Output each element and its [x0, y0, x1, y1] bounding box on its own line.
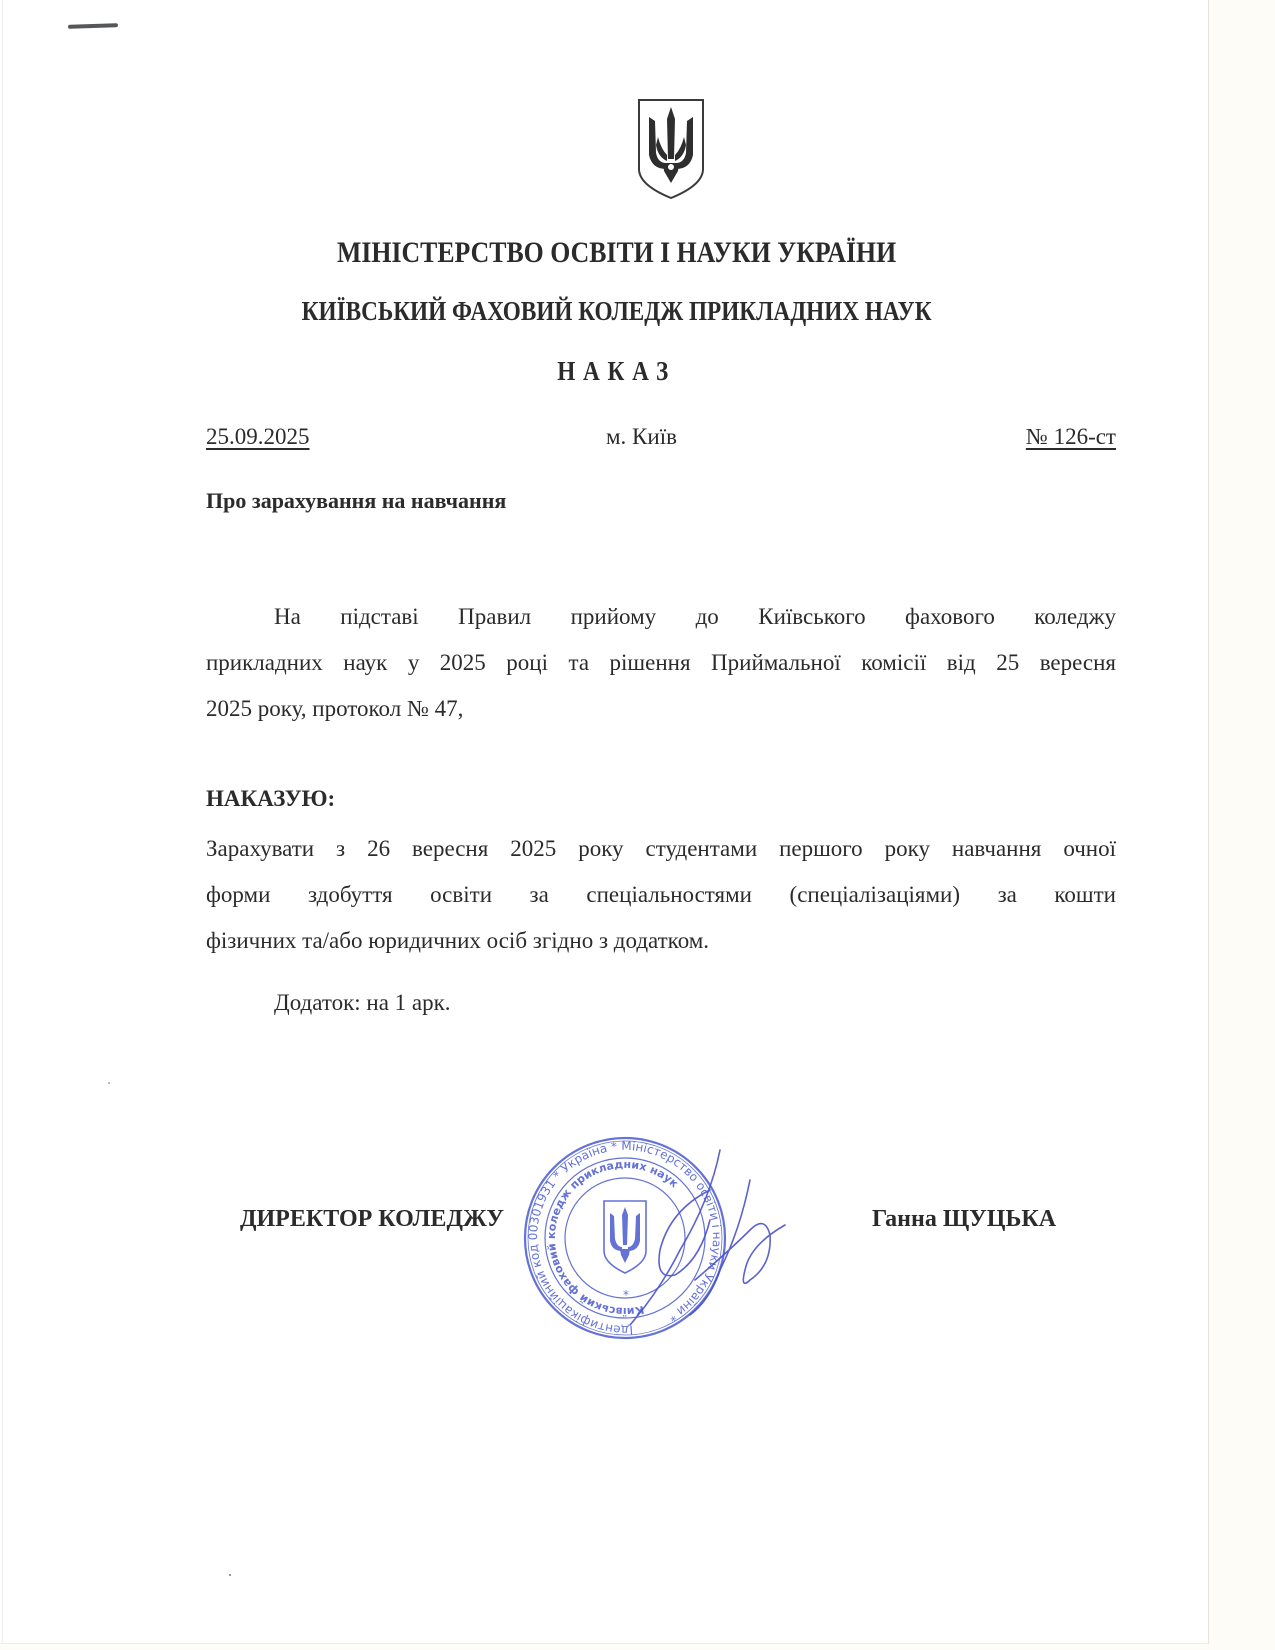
preamble-line: На підставі Правил прийому до Київського фахового коледжу [274, 604, 1116, 629]
signatory-name: Ганна ЩУЦЬКА [872, 1206, 1057, 1232]
institution-heading: КИЇВСЬКИЙ ФАХОВИЙ КОЛЕДЖ ПРИКЛАДНИХ НАУК [301, 296, 932, 326]
signatory-title: ДИРЕКТОР КОЛЕДЖУ [240, 1206, 504, 1232]
preamble-paragraph [206, 594, 1116, 732]
preamble-line: 2025 року, протокол № 47, [206, 696, 464, 721]
order-line: фізичних та/або юридичних осіб згідно з додатком. [206, 928, 710, 953]
document-city: м. Київ [606, 424, 677, 449]
scan-edge-line [2, 0, 3, 1643]
scan-artifact-mark [68, 23, 118, 29]
ministry-heading: МІНІСТЕРСТВО ОСВІТИ І НАУКИ УКРАЇНИ [337, 236, 897, 269]
preamble-line: прикладних наук у 2025 році та рішення Приймальної комісії від 25 вересня [206, 650, 1116, 675]
order-paragraph [206, 826, 1116, 964]
scan-speck [108, 1082, 110, 1084]
order-label: НАКАЗУЮ: [206, 786, 336, 811]
scan-speck [229, 1574, 231, 1576]
order-line: Зарахувати з 26 вересня 2025 року студентами першого року навчання очної [206, 836, 1116, 861]
stamp-star: * [623, 1288, 629, 1302]
trident-coat-of-arms-icon [636, 97, 706, 201]
stamp-inner-text: Київський фаховий коледж прикладних наук [544, 1157, 681, 1319]
handwritten-signature [600, 1140, 800, 1340]
document-type-heading: НАКАЗ [557, 356, 677, 386]
document-number: № 126-ст [1025, 424, 1116, 449]
stamp-outer-text: Ідентифікаційний код 00301931 * Україна * Міністерство освіти і науки України * [525, 1138, 725, 1338]
document-date: 25.09.2025 [206, 424, 310, 449]
document-subject: Про зарахування на навчання [206, 488, 507, 513]
appendix-note: Додаток: на 1 арк. [274, 990, 451, 1015]
order-line: форми здобуття освіти за спеціальностями (спеціалізаціями) за кошти [206, 882, 1116, 907]
document-meta-row [206, 424, 1116, 456]
